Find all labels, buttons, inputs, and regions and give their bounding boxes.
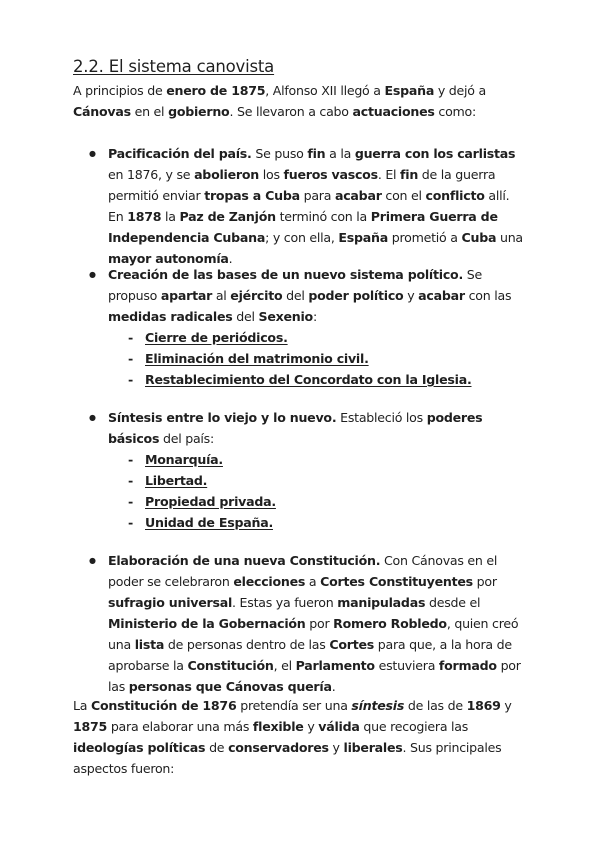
text-run: lista	[134, 637, 165, 652]
text-run: la	[161, 209, 180, 224]
text-run: estuviera	[374, 658, 439, 673]
text-run: en el	[130, 104, 169, 119]
text-run: conservadores	[228, 740, 329, 755]
text-run: . Se llevaron a cabo	[229, 104, 353, 119]
text-run: enero de 1875	[166, 83, 266, 98]
text-run: manipuladas	[337, 595, 426, 610]
text-run: para que, a la hora de aprobarse la	[108, 637, 512, 673]
text-run: fin	[307, 146, 326, 161]
text-run: actuaciones	[352, 104, 435, 119]
text-run: Con Cánovas en el poder se celebraron	[108, 553, 498, 589]
text-run: allí. En	[108, 188, 510, 224]
sub-item: - Unidad de España.	[128, 515, 273, 530]
text-run: del	[232, 309, 259, 324]
text-run: medidas radicales	[108, 309, 233, 324]
text-run: Cortes Constituyentes	[320, 574, 473, 589]
sub-item: - Cierre de periódicos.	[128, 330, 288, 345]
text-run: y	[403, 288, 419, 303]
text-run: de las de	[404, 698, 467, 713]
text-run: y dejó a	[434, 83, 486, 98]
text-run: Elaboración de una nueva Constitución.	[108, 553, 381, 568]
text-run: España	[384, 83, 435, 98]
text-run: con las	[464, 288, 512, 303]
text-run: para elaborar una más	[107, 719, 253, 734]
text-run: a la	[325, 146, 355, 161]
text-run: tropas a Cuba	[204, 188, 300, 203]
text-run: pretendía ser una	[236, 698, 352, 713]
text-run: y	[328, 740, 344, 755]
text-run: mayor autonomía	[108, 251, 229, 266]
text-run: formado	[438, 658, 497, 673]
text-run: .	[228, 251, 233, 266]
text-run: Cortes	[329, 637, 375, 652]
text-run: ideologías políticas	[73, 740, 206, 755]
bullet-text	[108, 146, 523, 266]
bullet-pacificacion	[108, 143, 528, 269]
text-run: personas que Cánovas quería	[128, 679, 332, 694]
text-run: , quien creó una	[108, 616, 519, 652]
text-run: Primera Guerra de Independencia Cubana	[108, 209, 498, 245]
text-run: y	[303, 719, 319, 734]
text-run: a	[305, 574, 321, 589]
text-run: elecciones	[233, 574, 306, 589]
text-run: ; y con ella,	[265, 230, 339, 245]
text-run: . El	[377, 167, 401, 182]
text-run: válida	[318, 719, 360, 734]
text-run: Cánovas	[73, 104, 131, 119]
text-run: poder político	[308, 288, 404, 303]
text-run: guerra con los carlistas	[354, 146, 516, 161]
section-heading: 2.2. El sistema canovista	[73, 57, 275, 76]
text-run: Cuba	[461, 230, 497, 245]
text-run: Se propuso	[108, 267, 482, 303]
text-run: Constitución	[187, 658, 274, 673]
text-run: sufragio universal	[108, 595, 233, 610]
text-run: al	[212, 288, 231, 303]
text-run: . Estas ya fueron	[232, 595, 338, 610]
text-run: Constitución de 1876	[91, 698, 237, 713]
text-run: como:	[434, 104, 477, 119]
sub-list	[108, 327, 528, 390]
text-run: por las	[108, 658, 521, 694]
text-run: terminó con la	[275, 209, 371, 224]
text-run: de la guerra permitió enviar	[108, 167, 496, 203]
text-run: acabar	[418, 288, 465, 303]
text-run: 1869	[466, 698, 501, 713]
text-run: síntesis	[351, 698, 405, 713]
text-run: y	[500, 698, 512, 713]
text-run: para	[299, 188, 335, 203]
sub-item: - Libertad.	[128, 473, 208, 488]
text-run: los	[258, 167, 284, 182]
text-run: flexible	[252, 719, 304, 734]
text-run: . Sus principales aspectos fueron:	[73, 740, 502, 776]
bullet-text	[108, 553, 521, 694]
text-run: Creación de las bases de un nuevo sistema político.	[108, 267, 463, 282]
text-run: gobierno	[168, 104, 230, 119]
text-run: fueros vascos	[283, 167, 378, 182]
text-run: desde el	[425, 595, 481, 610]
text-run: prometió a	[387, 230, 462, 245]
text-run: apartar	[160, 288, 213, 303]
text-run: del	[282, 288, 309, 303]
text-run: conflicto	[425, 188, 485, 203]
sub-list	[108, 449, 528, 533]
text-run: .	[331, 679, 336, 694]
text-run: 1878	[127, 209, 162, 224]
sub-item: - Restablecimiento del Concordato con la Iglesia.	[128, 372, 472, 387]
text-run: por	[472, 574, 497, 589]
text-run: con el	[381, 188, 426, 203]
text-run: acabar	[334, 188, 382, 203]
text-run: fin	[400, 167, 419, 182]
text-run: poderes básicos	[108, 410, 483, 446]
text-run: que recogiera las	[359, 719, 469, 734]
text-run: Se puso	[251, 146, 308, 161]
text-run: Pacificación del país.	[108, 146, 252, 161]
text-run: liberales	[343, 740, 403, 755]
closing-paragraph	[73, 695, 529, 779]
text-run: de	[205, 740, 229, 755]
intro-paragraph	[73, 80, 529, 122]
text-run: Ministerio de la Gobernación	[108, 616, 306, 631]
sub-item: - Eliminación del matrimonio civil.	[128, 351, 369, 366]
text-run: Romero Robledo	[333, 616, 447, 631]
text-run: La	[73, 698, 91, 713]
text-run: Paz de Zanjón	[179, 209, 276, 224]
bullet-text	[108, 267, 511, 324]
bullet-constitucion	[108, 550, 528, 697]
text-run: de personas dentro de las	[164, 637, 330, 652]
sub-item: - Propiedad privada.	[128, 494, 276, 509]
text-run: en 1876, y se	[108, 167, 195, 182]
bullet-text	[108, 410, 482, 446]
bullet-creacion-bases	[108, 264, 528, 390]
text-run: 1875	[73, 719, 108, 734]
text-run: una	[496, 230, 523, 245]
text-run: del país:	[159, 431, 214, 446]
text-run: , el	[273, 658, 296, 673]
text-run: Síntesis entre lo viejo y lo nuevo.	[108, 410, 337, 425]
text-run: Sexenio	[258, 309, 313, 324]
bullet-sintesis	[108, 407, 528, 533]
text-run: por	[305, 616, 334, 631]
text-run: Estableció los	[336, 410, 427, 425]
text-run: A principios de	[73, 83, 167, 98]
text-run: Parlamento	[295, 658, 375, 673]
sub-item: - Monarquía.	[128, 452, 223, 467]
text-run: ejército	[230, 288, 283, 303]
text-run: España	[338, 230, 388, 245]
text-run: :	[312, 309, 317, 324]
text-run: abolieron	[194, 167, 259, 182]
text-run: , Alfonso XII llegó a	[265, 83, 385, 98]
